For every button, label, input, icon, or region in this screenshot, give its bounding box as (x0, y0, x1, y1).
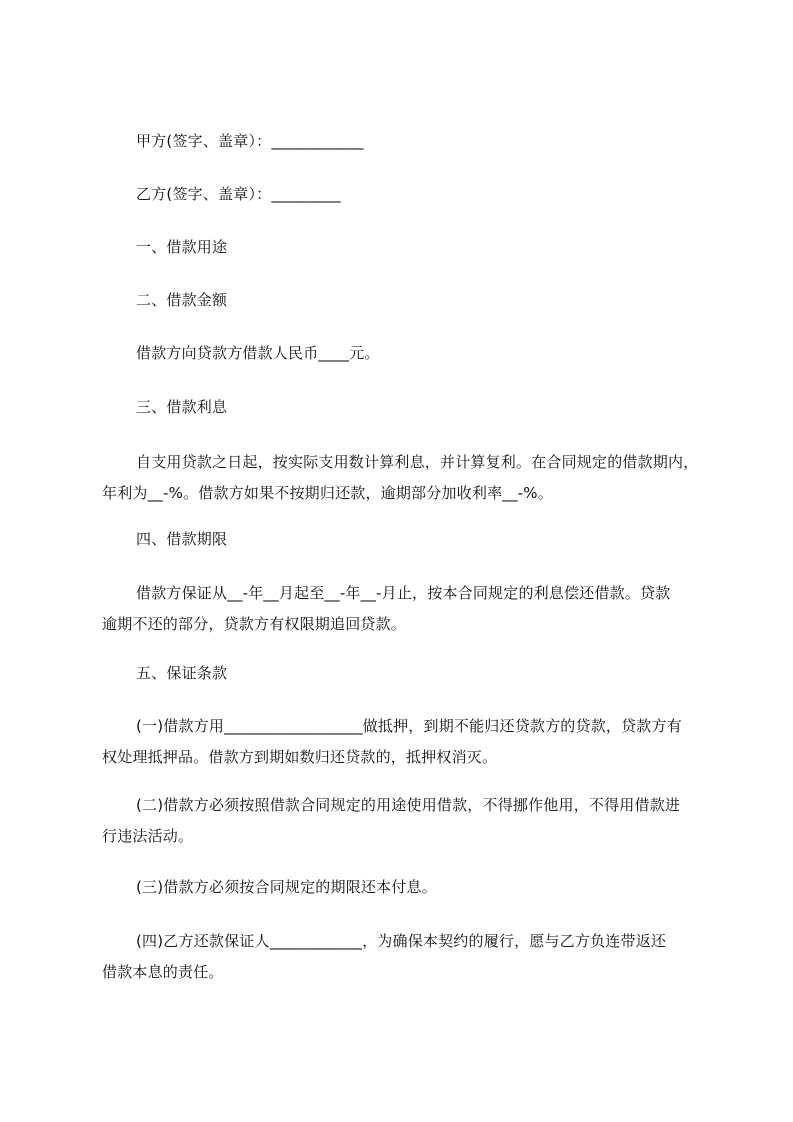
guarantee-clause-4 (102, 926, 702, 988)
guarantee-clause-1-line-1: (一)借款方用__________________做抵押，到期不能归还贷款方的贷款，贷款方有 (136, 717, 682, 735)
loan-interest-line-2: 年利为__-%。借款方如果不按期归还款，逾期部分加收利率__-%。 (102, 484, 553, 502)
guarantee-clause-3: (三)借款方必须按合同规定的期限还本付息。 (136, 878, 437, 896)
loan-interest-line-1: 自支用贷款之日起，按实际支用数计算利息，并计算复利。在合同规定的借款期内， (136, 453, 699, 471)
party-a-signature-line: 甲方(签字、盖章）：____________ (136, 132, 364, 150)
section-title-loan-amount: 二、借款金额 (136, 291, 228, 309)
loan-term-paragraph (102, 578, 702, 640)
guarantee-clause-2-line-1: (二)借款方必须按照借款合同规定的用途使用借款，不得挪作他用，不得用借款进 (136, 796, 681, 814)
guarantee-clause-4-line-2: 借款本息的责任。 (102, 963, 224, 981)
loan-term-line-2: 逾期不还的部分，贷款方有权限期追回贷款。 (102, 615, 407, 633)
loan-term-line-1: 借款方保证从__-年__月起至__-年__-月止，按本合同规定的利息偿还借款。贷款 (136, 584, 671, 602)
section-title-loan-term: 四、借款期限 (136, 530, 228, 548)
section-title-loan-interest: 三、借款利息 (136, 398, 228, 416)
section-title-guarantee-terms: 五、保证条款 (136, 664, 228, 682)
guarantee-clause-4-line-1: (四)乙方还款保证人____________，为确保本契约的履行，愿与乙方负连带返还 (136, 932, 667, 950)
guarantee-clause-1 (102, 711, 702, 773)
guarantee-clause-2-line-2: 行违法活动。 (102, 827, 194, 845)
loan-interest-paragraph (102, 447, 702, 509)
section-title-loan-purpose: 一、借款用途 (136, 238, 228, 256)
party-b-signature-line: 乙方(签字、盖章）：_________ (136, 185, 341, 203)
guarantee-clause-2 (102, 790, 702, 852)
guarantee-clause-1-line-2: 权处理抵押品。借款方到期如数归还贷款的，抵押权消灭。 (102, 748, 498, 766)
loan-amount-text: 借款方向贷款方借款人民币____元。 (136, 344, 380, 362)
